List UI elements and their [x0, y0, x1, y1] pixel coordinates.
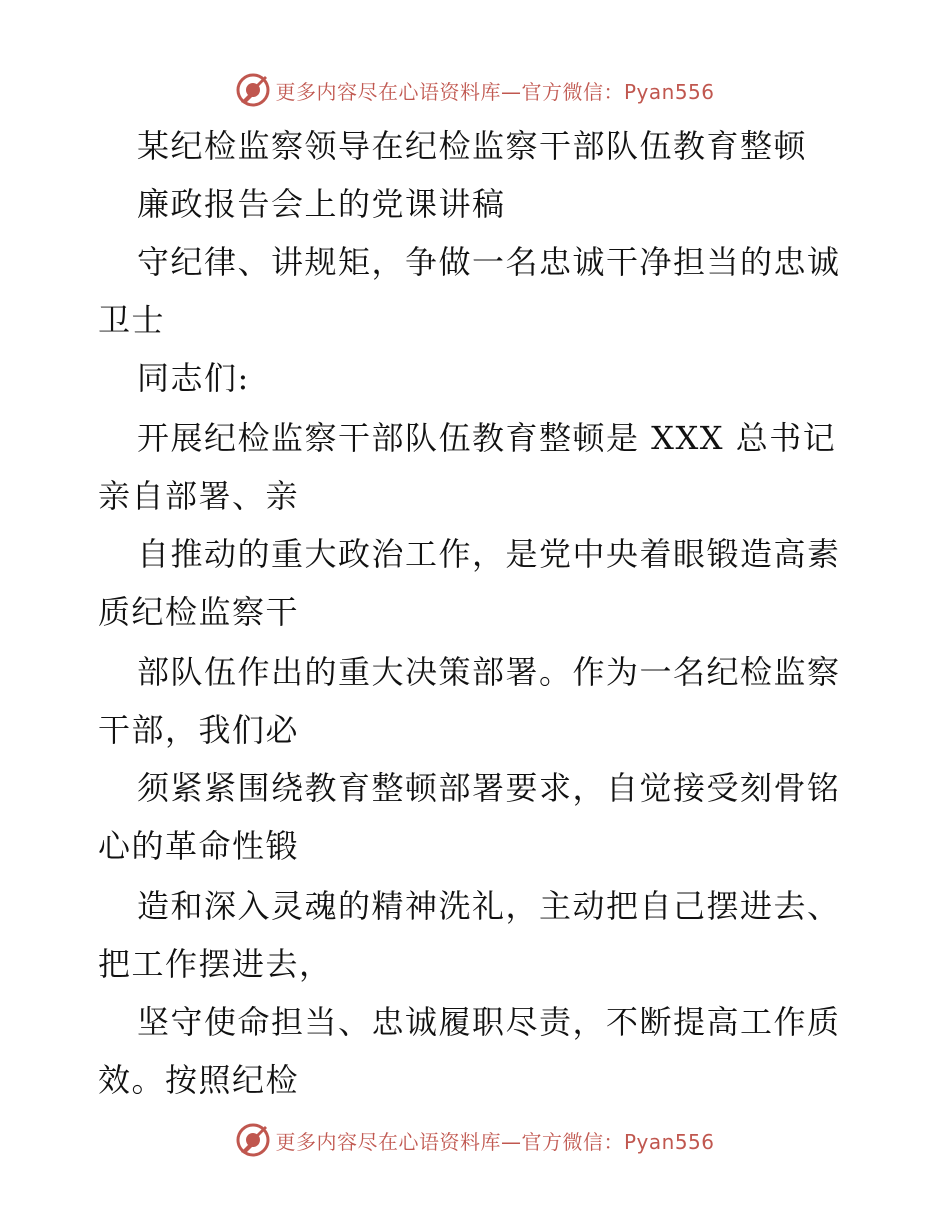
- doc-salutation: 同志们:: [137, 359, 250, 397]
- pen-logo-icon: [235, 72, 271, 108]
- doc-paragraph-line: 把工作摆进去，: [98, 945, 333, 983]
- watermark-text: [275, 1126, 714, 1155]
- doc-paragraph-line: 自推动的重大政治工作，是党中央着眼锻造高素: [137, 535, 841, 573]
- doc-paragraph-line: 造和深入灵魂的精神洗礼，主动把自己摆进去、: [137, 887, 841, 925]
- doc-paragraph-line: 须紧紧围绕教育整顿部署要求，自觉接受刻骨铭: [137, 769, 841, 807]
- watermark-text: [275, 76, 714, 105]
- watermark-label: 更多内容尽在心语资料库—官方微信：: [275, 79, 624, 104]
- doc-paragraph-line: 干部，我们必: [98, 711, 300, 749]
- header-watermark: [0, 70, 950, 110]
- doc-paragraph-line: 质纪检监察干: [98, 593, 300, 631]
- pen-logo-icon: [235, 1122, 271, 1158]
- doc-subtitle-line-1: 守纪律、讲规矩，争做一名忠诚干净担当的忠诚: [137, 243, 841, 281]
- watermark-wechat-id: Pyan556: [623, 1129, 715, 1154]
- doc-title-line-1: 某纪检监察领导在纪检监察干部队伍教育整顿: [137, 127, 808, 165]
- doc-title-line-2: 廉政报告会上的党课讲稿: [137, 185, 506, 223]
- watermark-label: 更多内容尽在心语资料库—官方微信：: [275, 1129, 624, 1154]
- doc-paragraph-line: 心的革命性锻: [98, 827, 300, 865]
- doc-paragraph-line: 部队伍作出的重大决策部署。作为一名纪检监察: [137, 653, 841, 691]
- doc-paragraph-line: 开展纪检监察干部队伍教育整顿是 XXX 总书记: [137, 419, 837, 457]
- footer-watermark: [0, 1120, 950, 1160]
- watermark-wechat-id: Pyan556: [623, 79, 715, 104]
- doc-paragraph-line: 坚守使命担当、忠诚履职尽责，不断提高工作质: [137, 1003, 841, 1041]
- doc-paragraph-line: 亲自部署、亲: [98, 477, 300, 515]
- doc-subtitle-line-2: 卫士: [98, 301, 166, 339]
- doc-paragraph-line: 效。按照纪检: [98, 1061, 300, 1099]
